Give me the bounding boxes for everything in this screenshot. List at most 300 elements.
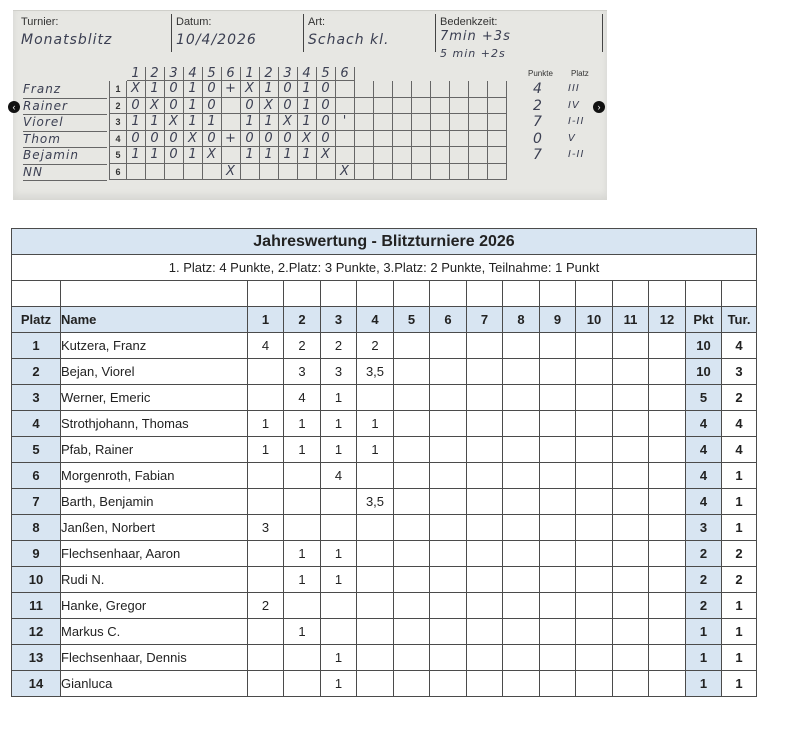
rank-cell: 7: [12, 489, 61, 515]
score-cell: [576, 541, 613, 567]
result-mark: 0: [203, 131, 222, 148]
next-arrow-icon[interactable]: ›: [593, 101, 605, 113]
pkt-cell: 5: [686, 385, 722, 411]
pkt-cell: 4: [686, 411, 722, 437]
result-mark: [336, 98, 355, 115]
score-cell: [540, 567, 576, 593]
result-mark: 1: [127, 114, 146, 131]
round-header: 6: [222, 67, 241, 81]
score-cell: [540, 463, 576, 489]
score-cell: 3: [321, 359, 357, 385]
empty-cell: [469, 131, 488, 148]
score-cell: [540, 411, 576, 437]
score-cell: [284, 671, 321, 697]
score-cell: [503, 359, 540, 385]
result-mark: [222, 147, 241, 164]
result-mark: [336, 131, 355, 148]
header-tur: Tur.: [722, 307, 757, 333]
score-cell: [248, 489, 284, 515]
tur-cell: 1: [722, 463, 757, 489]
score-cell: [394, 385, 430, 411]
score-cell: [503, 437, 540, 463]
pkt-cell: 2: [686, 567, 722, 593]
rank-cell: 4: [12, 411, 61, 437]
player-name-cell: Hanke, Gregor: [61, 593, 248, 619]
score-cell: [394, 333, 430, 359]
scoresheet-photo: [13, 10, 607, 200]
result-mark: 1: [127, 147, 146, 164]
pkt-cell: 2: [686, 541, 722, 567]
score-cell: [576, 671, 613, 697]
score-cell: [430, 333, 467, 359]
result-mark: [203, 164, 222, 181]
round-header: 2: [260, 67, 279, 81]
score-cell: [467, 541, 503, 567]
score-cell: [430, 463, 467, 489]
tur-cell: 1: [722, 671, 757, 697]
pkt-cell: 4: [686, 489, 722, 515]
player-number: 2: [109, 98, 127, 115]
player-platz: III: [568, 83, 580, 94]
table-blank-row: [12, 281, 757, 307]
player-name: Rainer: [23, 98, 107, 116]
pkt-cell: 1: [686, 645, 722, 671]
score-cell: 3: [248, 515, 284, 541]
header-round: 6: [430, 307, 467, 333]
result-mark: [298, 164, 317, 181]
score-cell: [467, 385, 503, 411]
empty-cell: [412, 147, 431, 164]
result-mark: 0: [241, 131, 260, 148]
header-round: 4: [357, 307, 394, 333]
player-name-cell: Kutzera, Franz: [61, 333, 248, 359]
score-cell: [430, 567, 467, 593]
rank-cell: 5: [12, 437, 61, 463]
player-name-cell: Janßen, Norbert: [61, 515, 248, 541]
score-cell: [576, 645, 613, 671]
result-mark: 1: [260, 81, 279, 98]
rank-cell: 10: [12, 567, 61, 593]
score-cell: 1: [284, 541, 321, 567]
prev-arrow-icon[interactable]: ‹: [8, 101, 20, 113]
player-punkte: 7: [533, 147, 543, 163]
table-row: [12, 593, 757, 619]
score-cell: [394, 567, 430, 593]
score-cell: 3,5: [357, 489, 394, 515]
art-value: Schach kl.: [308, 32, 390, 48]
result-mark: X: [260, 98, 279, 115]
result-mark: [165, 164, 184, 181]
score-cell: [613, 541, 649, 567]
player-punkte: 7: [533, 114, 543, 130]
score-cell: [613, 515, 649, 541]
score-cell: [467, 619, 503, 645]
table-header-row: [12, 307, 757, 333]
empty-cell: [488, 131, 507, 148]
score-cell: [576, 593, 613, 619]
score-cell: [503, 333, 540, 359]
player-number: 5: [109, 147, 127, 164]
table-title-row: [12, 229, 757, 255]
table-row: [12, 411, 757, 437]
score-cell: [394, 463, 430, 489]
score-cell: 1: [284, 437, 321, 463]
score-cell: [613, 437, 649, 463]
empty-cell: [450, 131, 469, 148]
table-row: [12, 489, 757, 515]
rank-cell: 3: [12, 385, 61, 411]
score-cell: [248, 671, 284, 697]
round-header: 1: [241, 67, 260, 81]
table-subtitle: 1. Platz: 4 Punkte, 2.Platz: 3 Punkte, 3.Platz: 2 Punkte, Teilnahme: 1 Punkt: [12, 255, 757, 281]
header-round: 5: [394, 307, 430, 333]
result-mark: 1: [146, 147, 165, 164]
result-mark: [127, 164, 146, 181]
score-cell: [321, 619, 357, 645]
empty-cell: [450, 164, 469, 181]
score-cell: [576, 411, 613, 437]
result-mark: 0: [165, 147, 184, 164]
tur-cell: 1: [722, 489, 757, 515]
pkt-cell: 3: [686, 515, 722, 541]
result-mark: [222, 114, 241, 131]
pkt-cell: 10: [686, 359, 722, 385]
player-name-cell: Bejan, Viorel: [61, 359, 248, 385]
result-mark: 0: [260, 131, 279, 148]
score-cell: [248, 619, 284, 645]
score-cell: [576, 619, 613, 645]
result-mark: 0: [317, 114, 336, 131]
empty-cell: [412, 114, 431, 131]
header-round: 1: [248, 307, 284, 333]
turnier-value: Monatsblitz: [21, 32, 113, 48]
result-mark: 1: [184, 147, 203, 164]
score-cell: [321, 593, 357, 619]
result-mark: 0: [279, 131, 298, 148]
score-cell: [540, 619, 576, 645]
score-cell: [248, 385, 284, 411]
score-cell: [467, 489, 503, 515]
empty-cell: [412, 81, 431, 98]
score-cell: 1: [284, 567, 321, 593]
empty-cell: [393, 114, 412, 131]
score-cell: [613, 567, 649, 593]
table-row: [12, 385, 757, 411]
result-mark: X: [241, 81, 260, 98]
result-mark: ': [336, 114, 355, 131]
pkt-cell: 2: [686, 593, 722, 619]
score-cell: [248, 541, 284, 567]
score-cell: 1: [284, 619, 321, 645]
art-box: [303, 14, 432, 52]
score-cell: 1: [321, 437, 357, 463]
score-cell: [394, 541, 430, 567]
round-header: 2: [146, 67, 165, 81]
empty-cell: [488, 164, 507, 181]
empty-cell: [488, 147, 507, 164]
player-name: Bejamin: [23, 147, 107, 165]
score-cell: [576, 515, 613, 541]
player-number: 6: [109, 164, 127, 181]
score-cell: [503, 645, 540, 671]
result-mark: X: [203, 147, 222, 164]
score-cell: [248, 567, 284, 593]
score-cell: [540, 437, 576, 463]
result-mark: 0: [165, 81, 184, 98]
bedenkzeit-label: Bedenkzeit:: [440, 16, 498, 28]
score-cell: [540, 489, 576, 515]
pkt-cell: 1: [686, 619, 722, 645]
score-cell: 1: [321, 385, 357, 411]
score-cell: [394, 515, 430, 541]
table-row: [12, 333, 757, 359]
player-platz: V: [568, 132, 576, 144]
result-mark: 0: [317, 81, 336, 98]
score-cell: [467, 671, 503, 697]
empty-cell: [469, 114, 488, 131]
score-cell: [430, 541, 467, 567]
score-cell: 3,5: [357, 359, 394, 385]
result-mark: +: [222, 131, 241, 148]
pkt-cell: 10: [686, 333, 722, 359]
result-mark: 0: [279, 98, 298, 115]
round-header: 5: [203, 67, 222, 81]
score-cell: 2: [321, 333, 357, 359]
result-mark: X: [317, 147, 336, 164]
score-cell: [576, 359, 613, 385]
score-cell: [394, 359, 430, 385]
score-cell: [430, 437, 467, 463]
score-cell: [467, 437, 503, 463]
result-mark: X: [222, 164, 241, 181]
rank-cell: 1: [12, 333, 61, 359]
empty-cell: [412, 98, 431, 115]
rank-cell: 14: [12, 671, 61, 697]
player-name-cell: Rudi N.: [61, 567, 248, 593]
datum-box: [171, 14, 300, 52]
result-mark: 1: [203, 114, 222, 131]
player-name-cell: Markus C.: [61, 619, 248, 645]
rank-cell: 9: [12, 541, 61, 567]
score-cell: [540, 541, 576, 567]
score-cell: [248, 463, 284, 489]
score-cell: [503, 463, 540, 489]
score-cell: [540, 359, 576, 385]
score-cell: [467, 645, 503, 671]
score-cell: [649, 619, 686, 645]
empty-cell: [393, 131, 412, 148]
score-cell: 2: [284, 333, 321, 359]
score-cell: 4: [284, 385, 321, 411]
result-mark: 0: [203, 98, 222, 115]
table-row: [12, 463, 757, 489]
player-punkte: 4: [533, 81, 543, 97]
score-cell: [357, 593, 394, 619]
player-platz: I-II: [568, 149, 585, 160]
header-platz: Platz: [12, 307, 61, 333]
table-title: Jahreswertung - Blitzturniere 2026: [12, 229, 757, 255]
table-row: [12, 645, 757, 671]
score-cell: [394, 411, 430, 437]
header-pkt: Pkt: [686, 307, 722, 333]
empty-cell: [488, 98, 507, 115]
result-mark: 1: [241, 147, 260, 164]
tur-cell: 2: [722, 567, 757, 593]
empty-cell: [355, 147, 374, 164]
header-round: 2: [284, 307, 321, 333]
empty-cell: [450, 81, 469, 98]
score-cell: [357, 541, 394, 567]
score-cell: [649, 567, 686, 593]
score-cell: [357, 463, 394, 489]
score-cell: [467, 593, 503, 619]
result-mark: 1: [298, 114, 317, 131]
result-mark: [336, 81, 355, 98]
tur-cell: 1: [722, 645, 757, 671]
empty-cell: [469, 147, 488, 164]
pkt-cell: 4: [686, 463, 722, 489]
player-platz: I-II: [568, 116, 585, 127]
result-mark: 0: [279, 81, 298, 98]
score-cell: [649, 333, 686, 359]
empty-cell: [431, 81, 450, 98]
player-name: Franz: [23, 81, 107, 99]
player-punkte: 2: [533, 97, 543, 114]
header-round: 3: [321, 307, 357, 333]
result-mark: [241, 164, 260, 181]
score-cell: [394, 593, 430, 619]
result-mark: [222, 98, 241, 115]
score-cell: [503, 567, 540, 593]
empty-cell: [355, 164, 374, 181]
score-cell: 2: [357, 333, 394, 359]
score-cell: [649, 385, 686, 411]
pkt-cell: 1: [686, 671, 722, 697]
score-cell: [540, 333, 576, 359]
score-cell: [576, 385, 613, 411]
round-header: 4: [298, 67, 317, 81]
result-mark: 1: [298, 98, 317, 115]
table-row: [12, 671, 757, 697]
result-mark: 1: [260, 147, 279, 164]
score-cell: [357, 385, 394, 411]
empty-cell: [355, 98, 374, 115]
score-cell: [357, 515, 394, 541]
score-cell: [467, 515, 503, 541]
round-header: 4: [184, 67, 203, 81]
score-cell: [503, 619, 540, 645]
score-cell: [357, 619, 394, 645]
result-mark: [279, 164, 298, 181]
round-header: 5: [317, 67, 336, 81]
score-cell: [649, 489, 686, 515]
table-row: [12, 541, 757, 567]
score-cell: [576, 437, 613, 463]
datum-value: 10/4/2026: [176, 32, 257, 48]
result-mark: 0: [127, 131, 146, 148]
empty-cell: [355, 131, 374, 148]
result-mark: [336, 147, 355, 164]
result-mark: 0: [127, 98, 146, 115]
score-cell: 1: [321, 567, 357, 593]
header-round: 8: [503, 307, 540, 333]
score-cell: [649, 671, 686, 697]
empty-cell: [374, 164, 393, 181]
result-mark: 0: [317, 131, 336, 148]
rank-cell: 2: [12, 359, 61, 385]
empty-cell: [374, 114, 393, 131]
header-round: 9: [540, 307, 576, 333]
result-mark: 0: [146, 131, 165, 148]
datum-label: Datum:: [176, 16, 212, 28]
pkt-cell: 4: [686, 437, 722, 463]
tur-cell: 2: [722, 541, 757, 567]
result-mark: 1: [184, 98, 203, 115]
score-cell: [430, 411, 467, 437]
empty-cell: [450, 98, 469, 115]
header-round: 12: [649, 307, 686, 333]
score-cell: [467, 411, 503, 437]
score-cell: [394, 489, 430, 515]
score-cell: [649, 593, 686, 619]
rank-cell: 11: [12, 593, 61, 619]
player-name: NN: [23, 164, 107, 182]
result-mark: X: [184, 131, 203, 148]
score-cell: [576, 489, 613, 515]
player-name-cell: Werner, Emeric: [61, 385, 248, 411]
tur-cell: 4: [722, 411, 757, 437]
result-mark: 1: [260, 114, 279, 131]
result-mark: X: [165, 114, 184, 131]
score-cell: [613, 593, 649, 619]
table-row: [12, 567, 757, 593]
tur-cell: 1: [722, 593, 757, 619]
rank-cell: 6: [12, 463, 61, 489]
empty-cell: [374, 147, 393, 164]
score-cell: [540, 515, 576, 541]
empty-cell: [393, 81, 412, 98]
score-cell: [284, 489, 321, 515]
empty-cell: [374, 81, 393, 98]
player-name-cell: Morgenroth, Fabian: [61, 463, 248, 489]
player-name-cell: Flechsenhaar, Aaron: [61, 541, 248, 567]
score-cell: [248, 359, 284, 385]
player-number: 4: [109, 131, 127, 148]
score-cell: [613, 411, 649, 437]
score-cell: [649, 515, 686, 541]
score-cell: [576, 567, 613, 593]
score-cell: [613, 385, 649, 411]
table-row: [12, 619, 757, 645]
score-cell: [430, 645, 467, 671]
score-cell: [321, 489, 357, 515]
result-mark: 1: [184, 81, 203, 98]
table-row: [12, 515, 757, 541]
score-cell: [467, 463, 503, 489]
empty-cell: [431, 114, 450, 131]
score-cell: 4: [248, 333, 284, 359]
header-round: 7: [467, 307, 503, 333]
score-cell: [576, 333, 613, 359]
empty-cell: [469, 98, 488, 115]
empty-cell: [450, 114, 469, 131]
header-round: 10: [576, 307, 613, 333]
player-punkte: 0: [533, 130, 543, 147]
player-name-cell: Pfab, Rainer: [61, 437, 248, 463]
empty-cell: [374, 131, 393, 148]
score-cell: [430, 515, 467, 541]
score-cell: [649, 463, 686, 489]
